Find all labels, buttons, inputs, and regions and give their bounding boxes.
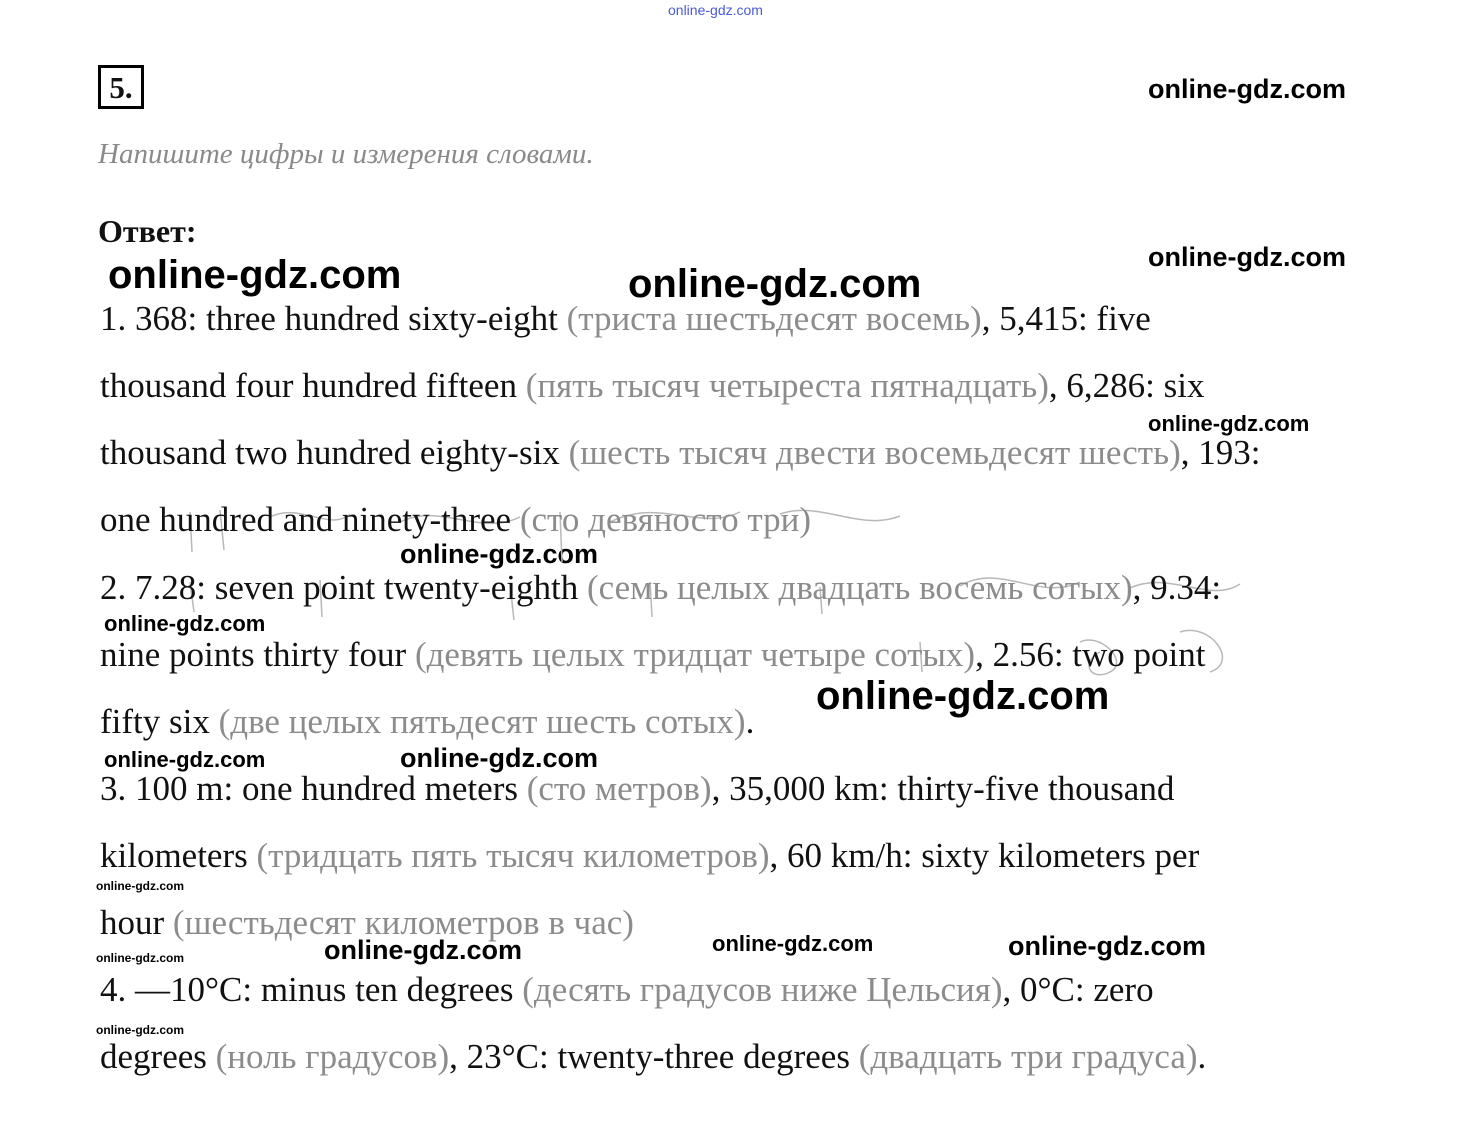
english-text: fifty six	[100, 702, 219, 741]
translation-text: (пять тысяч четыреста пятнадцать)	[525, 366, 1049, 405]
answer-line	[100, 771, 1174, 806]
english-text: nine points thirty four	[100, 635, 415, 674]
english-text: thousand two hundred eighty-six	[100, 433, 569, 472]
task-instruction: Напишите цифры и измерения словами.	[98, 138, 594, 170]
english-text: , 35,000 km: thirty-five thousand	[711, 769, 1175, 808]
english-text: , 0°C: zero	[1002, 970, 1154, 1009]
watermark: online-gdz.com	[1148, 411, 1310, 436]
english-text: one hundred and ninety-three	[100, 500, 520, 539]
english-text: kilometers	[100, 836, 257, 875]
watermark: online-gdz.com	[104, 611, 266, 636]
translation-text: (сто метров)	[526, 769, 712, 808]
watermark: online-gdz.com	[96, 951, 184, 965]
english-text: .	[745, 702, 755, 741]
english-text: 3. 100 m: one hundred meters	[100, 769, 527, 808]
answer-line	[100, 570, 1221, 605]
watermark: online-gdz.com	[108, 253, 402, 297]
translation-text: (триста шестьдесят восемь)	[566, 299, 982, 338]
english-text: , 5,415: five	[981, 299, 1151, 338]
watermark: online-gdz.com	[1148, 242, 1346, 272]
english-text: , 60 km/h: sixty kilometers per	[769, 836, 1200, 875]
english-text: .	[1197, 1037, 1207, 1076]
answer-line	[100, 368, 1204, 403]
watermark-top: online-gdz.com	[668, 2, 763, 18]
translation-text: (сто девяносто три)	[519, 500, 811, 539]
translation-text: (шестьдесят километров в час)	[172, 903, 634, 942]
english-text: , 193:	[1180, 433, 1261, 472]
translation-text: (десять градусов ниже Цельсия)	[522, 970, 1003, 1009]
english-text: degrees	[100, 1037, 216, 1076]
answer-line	[100, 1039, 1206, 1074]
english-text: thousand four hundred fifteen	[100, 366, 526, 405]
answer-line	[100, 972, 1154, 1007]
answer-line	[100, 435, 1260, 470]
watermark: online-gdz.com	[400, 539, 598, 569]
english-text: hour	[100, 903, 173, 942]
task-number: 5.	[98, 65, 144, 109]
watermark: online-gdz.com	[712, 931, 874, 956]
answer-line	[100, 905, 634, 940]
english-text: 2. 7.28: seven point twenty-eighth	[100, 568, 588, 607]
watermark: online-gdz.com	[324, 935, 522, 965]
watermark: online-gdz.com	[104, 747, 266, 772]
watermark: online-gdz.com	[400, 743, 598, 773]
translation-text: (двадцать три градуса)	[858, 1037, 1198, 1076]
watermark: online-gdz.com	[96, 1023, 184, 1037]
english-text: , 2.56: two point	[975, 635, 1206, 674]
answer-label: Ответ:	[98, 213, 197, 249]
translation-text: (ноль градусов)	[215, 1037, 450, 1076]
watermark: online-gdz.com	[1148, 74, 1346, 104]
english-text: , 23°C: twenty-three degrees	[449, 1037, 859, 1076]
english-text: 1. 368: three hundred sixty-eight	[100, 299, 567, 338]
translation-text: (две целых пятьдесят шесть сотых)	[218, 702, 746, 741]
answer-line	[100, 301, 1151, 336]
answer-line	[100, 637, 1206, 672]
answer-line	[100, 502, 811, 537]
watermark: online-gdz.com	[816, 674, 1110, 718]
translation-text: (тридцать пять тысяч километров)	[256, 836, 770, 875]
translation-text: (девять целых тридцат четыре сотых)	[414, 635, 976, 674]
translation-text: (шесть тысяч двести восемьдесят шесть)	[568, 433, 1181, 472]
watermark: online-gdz.com	[1008, 931, 1206, 961]
english-text: 4. —10°C: minus ten degrees	[100, 970, 523, 1009]
answer-line	[100, 704, 754, 739]
watermark: online-gdz.com	[628, 262, 922, 306]
translation-text: (семь целых двадцать восемь сотых)	[587, 568, 1133, 607]
english-text: , 6,286: six	[1048, 366, 1205, 405]
answer-line	[100, 838, 1199, 873]
english-text: , 9.34:	[1132, 568, 1222, 607]
watermark: online-gdz.com	[96, 879, 184, 893]
